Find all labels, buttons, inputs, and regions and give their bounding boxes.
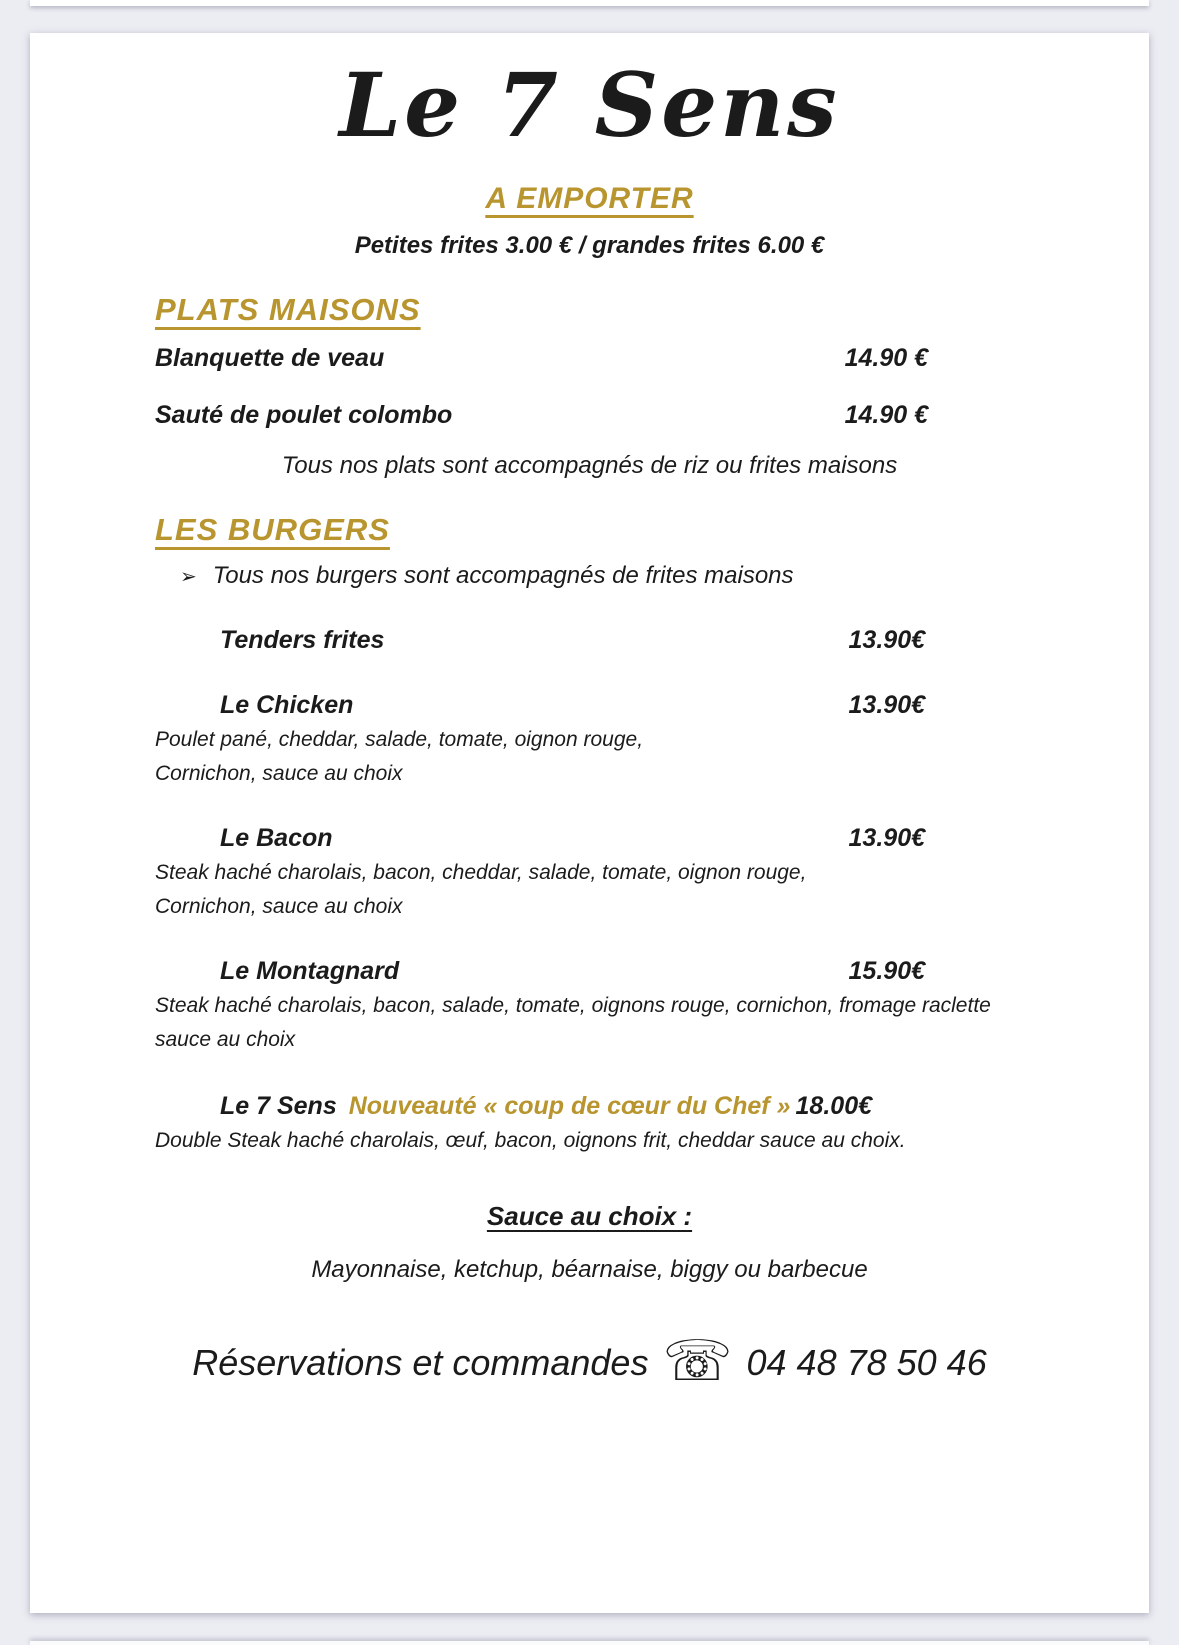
item-name: Le Bacon bbox=[220, 824, 333, 853]
menu-item-row bbox=[220, 824, 925, 853]
item-price: 13.90€ bbox=[848, 691, 925, 720]
item-name: Sauté de poulet colombo bbox=[155, 401, 453, 430]
item-description: Steak haché charolais, bacon, cheddar, salade, tomate, oignon rouge, bbox=[155, 861, 807, 885]
menu-item-row-special bbox=[220, 1092, 872, 1121]
item-name: Le 7 Sens bbox=[220, 1092, 337, 1121]
item-price: 13.90€ bbox=[848, 824, 925, 853]
menu-item-row bbox=[155, 401, 928, 430]
restaurant-title: Le 7 Sens bbox=[339, 53, 840, 157]
item-description: Steak haché charolais, bacon, salade, tomate, oignons rouge, cornichon, fromage raclette bbox=[155, 994, 991, 1018]
arrow-bullet-icon: ➢ bbox=[180, 566, 197, 589]
menu-item-row bbox=[155, 344, 928, 373]
next-page-edge bbox=[30, 1641, 1149, 1645]
burgers-accompaniment-note bbox=[180, 562, 1149, 590]
sauce-list: Mayonnaise, ketchup, béarnaise, biggy ou barbecue bbox=[311, 1256, 868, 1284]
item-price: 14.90 € bbox=[844, 344, 928, 373]
takeaway-heading: A EMPORTER bbox=[485, 182, 694, 216]
item-price: 15.90€ bbox=[848, 957, 925, 986]
phone-number: 04 48 78 50 46 bbox=[746, 1342, 987, 1384]
item-name: Le Montagnard bbox=[220, 957, 400, 986]
item-description: Double Steak haché charolais, œuf, bacon, oignons frit, cheddar sauce au choix. bbox=[155, 1129, 906, 1153]
item-name: Blanquette de veau bbox=[155, 344, 385, 373]
item-price: 14.90 € bbox=[844, 401, 928, 430]
item-description: Cornichon, sauce au choix bbox=[155, 895, 403, 919]
menu-item-row bbox=[220, 691, 925, 720]
reservations-footer: Réservations et commandes ☏ 04 48 78 50 46 bbox=[192, 1329, 987, 1393]
item-name: Le Chicken bbox=[220, 691, 354, 720]
burgers-note-text: Tous nos burgers sont accompagnés de frites maisons bbox=[212, 562, 794, 590]
item-price: 13.90€ bbox=[848, 626, 925, 655]
takeaway-note: Petites frites 3.00 € / grandes frites 6.00 € bbox=[354, 232, 825, 260]
previous-page-edge bbox=[30, 0, 1149, 6]
menu-item-row bbox=[220, 957, 925, 986]
item-description: sauce au choix bbox=[155, 1028, 296, 1052]
item-description: Cornichon, sauce au choix bbox=[155, 762, 403, 786]
item-name-highlight: Nouveauté « coup de cœur du Chef » bbox=[348, 1092, 791, 1121]
plats-accompaniment-note: Tous nos plats sont accompagnés de riz ou frites maisons bbox=[281, 452, 898, 480]
item-description: Poulet pané, cheddar, salade, tomate, oignon rouge, bbox=[155, 728, 644, 752]
item-name: Tenders frites bbox=[220, 626, 385, 655]
menu-item-row bbox=[220, 626, 925, 655]
sauce-heading: Sauce au choix : bbox=[486, 1201, 693, 1232]
item-price: 18.00€ bbox=[795, 1092, 872, 1121]
menu-page: Le 7 Sens A EMPORTER Petites frites 3.00 € / grandes frites 6.00 € PLATS MAISONS Blanquette de veau 14.90 € Sauté de poulet colombo 14.90 € Tous nos plats sont accompagnés de riz ou frites maisons LES BURGERS ➢ Tous nos burgers sont accompagnés de frites maisons Tenders frites 13.90€ Le Chicken 13.90€ Poulet pané, cheddar, salade, tomate, oignon rouge, Cornichon, sauce au choix Le Bacon 13.90€ Steak haché charolais, bacon, cheddar, salade, tomate, oignon rouge, Cornichon, sauce au choix Le Montagnard 15.90€ Steak haché charolais, bacon, salade, tomate, oignons rouge, cornichon, fromage raclette sauce au choix Le 7 Sens Nouveauté « coup de cœur du Chef » 18.00€ Double Steak haché charolais, œuf, bacon, oignons frit, cheddar sauce au choix. Sauce au choix : Mayonnaise, ketchup, béarnaise, biggy ou barbecue Réservations et commandes ☏ 04 48 78 50 46 bbox=[30, 33, 1149, 1613]
reservations-label: Réservations et commandes bbox=[192, 1342, 649, 1384]
